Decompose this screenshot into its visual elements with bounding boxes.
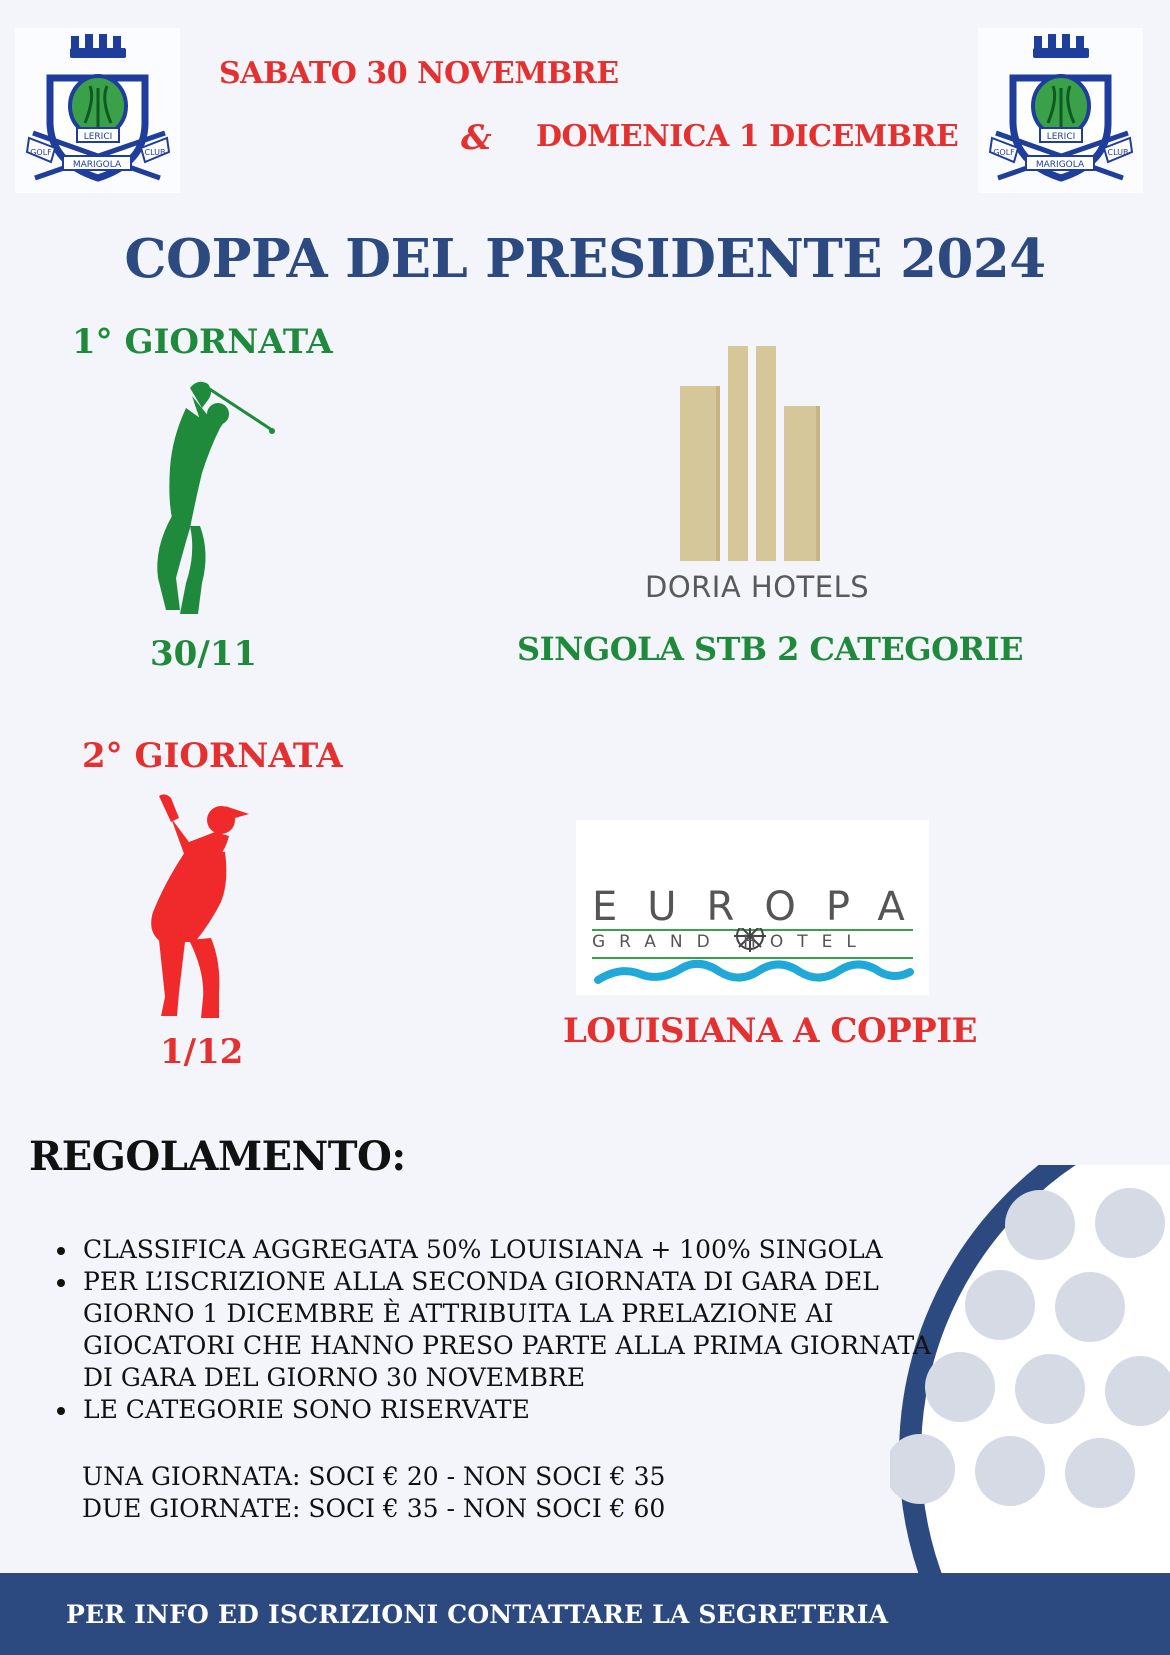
- club-logo-left: [15, 28, 180, 193]
- europa-text: EUROPA: [592, 884, 935, 930]
- golfer-silhouette-green-icon: [150, 378, 280, 618]
- fees: [82, 1461, 665, 1525]
- logo-text-top: LERICI: [83, 132, 113, 142]
- club-logo-icon: [15, 28, 180, 193]
- logo-text-top: LERICI: [1046, 132, 1076, 142]
- rules-list: [55, 1234, 959, 1426]
- day2-date: 1/12: [160, 1032, 244, 1072]
- logo-text-bottom: MARIGOLA: [72, 160, 122, 170]
- doria-logo-mark: [680, 346, 820, 561]
- grand-hotel-text: GRAND HOTEL: [592, 932, 870, 952]
- page-title: COPPA DEL PRESIDENTE 2024: [124, 228, 1046, 290]
- golfer-silhouette-red-icon: [145, 792, 260, 1022]
- fee-one-day: UNA GIORNATA: SOCI € 20 - NON SOCI € 35: [82, 1462, 666, 1491]
- date-saturday: SABATO 30 NOVEMBRE: [219, 56, 619, 91]
- day2-label: 2° GIORNATA: [82, 736, 343, 776]
- ampersand: &: [461, 118, 492, 158]
- rule-item: • LE CATEGORIE SONO RISERVATE: [79, 1394, 959, 1426]
- day1-format: SINGOLA STB 2 CATEGORIE: [517, 630, 1023, 668]
- doria-hotels-text: DORIA HOTELS: [645, 570, 870, 604]
- club-logo-right: [978, 28, 1143, 193]
- logo-text-left: GOLF: [30, 148, 52, 157]
- logo-text-right: CLUB: [1107, 148, 1129, 157]
- logo-text-left: GOLF: [993, 148, 1015, 157]
- day2-format: LOUISIANA A COPPIE: [562, 1011, 978, 1051]
- fee-two-days: DUE GIORNATE: SOCI € 35 - NON SOCI € 60: [82, 1494, 666, 1523]
- logo-text-right: CLUB: [144, 148, 166, 157]
- day1-date: 30/11: [150, 634, 258, 674]
- rule-item: • CLASSIFICA AGGREGATA 50% LOUISIANA + 100% SINGOLA: [79, 1234, 959, 1266]
- day1-label: 1° GIORNATA: [72, 322, 333, 362]
- rule-item: • PER L’ISCRIZIONE ALLA SECONDA GIORNATA DI GARA DEL GIORNO 1 DICEMBRE È ATTRIBUITA LA PRELAZIONE AI GIOCATORI CHE HANNO PRESO PARTE ALLA PRIMA GIORNATA DI GARA DEL GIORNO 30 NOVEMBRE: [79, 1266, 959, 1394]
- logo-text-bottom: MARIGOLA: [1035, 160, 1085, 170]
- club-logo-icon: [978, 28, 1143, 193]
- footer-contact-text: PER INFO ED ISCRIZIONI CONTATTARE LA SEGRETERIA: [66, 1600, 889, 1629]
- rules-heading: REGOLAMENTO:: [29, 1133, 406, 1180]
- date-sunday: DOMENICA 1 DICEMBRE: [536, 119, 959, 154]
